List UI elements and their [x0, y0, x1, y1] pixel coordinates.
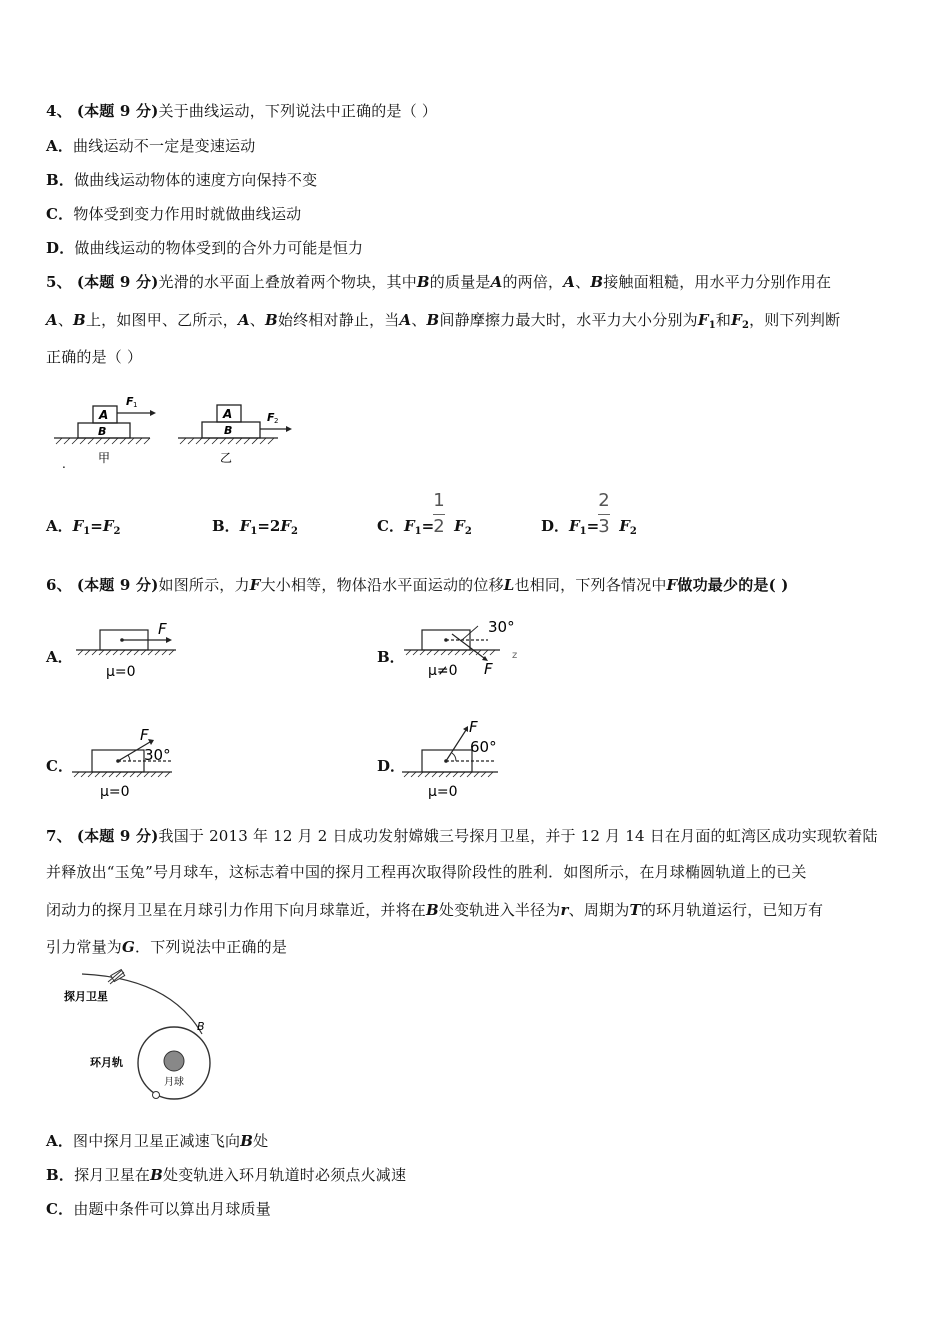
q6-a-force-label: F	[158, 620, 167, 638]
q5-option-c-numerator: 1	[433, 490, 445, 511]
q6-b-angle: 30°	[488, 618, 515, 636]
q6-b-mu: μ≠0	[428, 663, 458, 679]
q5-stem-line1: 5、 (本题 9 分)光滑的水平面上叠放着两个物块，其中B的质量是A的两倍，A、B接触面粗糙，用水平力分别作用在	[46, 273, 832, 291]
q5-option-d[interactable]: D．$F_1= F_2$	[541, 517, 637, 537]
q7-figure	[60, 968, 240, 1108]
q7-stem-line3: 闭动力的探月卫星在月球引力作用下向月球靠近，并将在B处变轨进入半径为r、周期为T的环月轨道运行，已知万有	[46, 901, 824, 919]
q6-d-force-arrow	[446, 730, 466, 761]
q7-label-orbit: 环月轨	[90, 1056, 123, 1069]
q6-figure-d	[398, 718, 518, 802]
q5-yi-label-a: A	[223, 407, 233, 421]
q6-b-extra: z	[512, 650, 518, 661]
q7-label-b: B	[197, 1020, 205, 1033]
q7-label-satellite: 探月卫星	[64, 990, 108, 1003]
q7-label-moon: 月球	[164, 1077, 184, 1088]
q7-moon	[164, 1051, 184, 1071]
q6-option-d[interactable]: D．	[377, 757, 406, 775]
q6-c-angle: 30°	[144, 746, 171, 764]
q5-option-b[interactable]: B．$F_1=2F_2$	[212, 517, 298, 537]
q5-stem-line2: A、B上，如图甲、乙所示，A、B始终相对静止，当A、B间静摩擦力最大时，水平力大小分别为$F_1$和$F_2$，则下列判断	[46, 311, 841, 331]
q7-stem-line4: 引力常量为G．下列说法中正确的是	[46, 938, 288, 956]
q7-small-satellite	[153, 1092, 160, 1099]
q5-yi-caption: 乙	[220, 451, 233, 465]
q6-option-a[interactable]: A．	[46, 648, 73, 666]
q5-option-c-denominator: 2	[433, 516, 445, 537]
q6-figure-b	[400, 616, 530, 678]
q7-option-a[interactable]: A．图中探月卫星正减速飞向B处	[46, 1132, 269, 1150]
q4-option-d[interactable]: D．做曲线运动的物体受到的合外力可能是恒力	[46, 239, 364, 257]
q5-jia-label-a: A	[99, 408, 109, 422]
q6-figure-c	[68, 722, 198, 802]
q6-d-force-label: F	[469, 718, 478, 736]
q5-figure	[50, 392, 310, 472]
q4-option-c[interactable]: C．物体受到变力作用时就做曲线运动	[46, 205, 302, 223]
q4-number: 4、	[46, 102, 72, 120]
q5-option-d-denominator: 3	[598, 516, 610, 537]
q5-yi-label-f: F	[267, 411, 275, 424]
q5-option-d-numerator: 2	[598, 490, 610, 511]
q6-b-force-arrow	[452, 634, 484, 658]
q5-option-d-fraction-bar	[598, 514, 610, 515]
q6-d-mu: μ=0	[428, 784, 458, 800]
q5-jia-label-sub: 1	[133, 401, 138, 409]
q4-option-b[interactable]: B．做曲线运动物体的速度方向保持不变	[46, 171, 318, 189]
q6-figure-a	[72, 620, 182, 682]
q4-stem	[46, 101, 437, 121]
q4-stem-text: 关于曲线运动，下列说法中正确的是（ ）	[158, 102, 438, 120]
q7-option-b[interactable]: B．探月卫星在B处变轨进入环月轨道时必须点火减速	[46, 1166, 407, 1184]
q4-score: (本题 9 分)	[76, 102, 159, 120]
q5-figure-dot: .	[62, 457, 66, 471]
q7-option-c[interactable]: C．由题中条件可以算出月球质量	[46, 1200, 271, 1218]
q5-jia-caption: 甲	[98, 451, 111, 465]
q5-jia-label-f: F	[126, 395, 134, 408]
q5-option-a[interactable]: A．$F_1=F_2$	[46, 517, 121, 537]
q5-jia-label-b: B	[98, 425, 107, 438]
q7-stem-line1: 7、 (本题 9 分)我国于 2013 年 12 月 2 日成功发射嫦娥三号探月卫星，并于 12 月 14 日在月面的虹湾区成功实现软着陆	[46, 827, 878, 845]
q5-yi-label-sub: 2	[274, 417, 279, 425]
q5-stem-line3: 正确的是（ ）	[46, 348, 143, 366]
q6-stem: 6、 (本题 9 分)如图所示，力F大小相等，物体沿水平面运动的位移L也相同，下列各情况中F做功最少的是( )	[46, 576, 789, 594]
q6-c-force-label: F	[140, 726, 149, 744]
q6-a-mu: μ=0	[106, 664, 136, 680]
q4-option-a[interactable]: A．曲线运动不一定是变速运动	[46, 137, 256, 155]
q5-option-c[interactable]: C．$F_1= F_2$	[377, 517, 472, 537]
q5-option-c-fraction-bar	[433, 514, 445, 515]
q6-option-b[interactable]: B．	[377, 648, 405, 666]
q7-elliptical-orbit	[82, 974, 202, 1034]
q5-yi-label-b: B	[224, 424, 233, 437]
q6-c-mu: μ=0	[100, 784, 130, 800]
q6-b-force-label: F	[484, 660, 493, 678]
q6-option-c[interactable]: C．	[46, 757, 73, 775]
q7-stem-line2: 并释放出“玉兔”号月球车，这标志着中国的探月工程再次取得阶段性的胜利．如图所示，在月球椭圆轨道上的已关	[46, 863, 807, 881]
q6-d-angle: 60°	[470, 738, 497, 756]
